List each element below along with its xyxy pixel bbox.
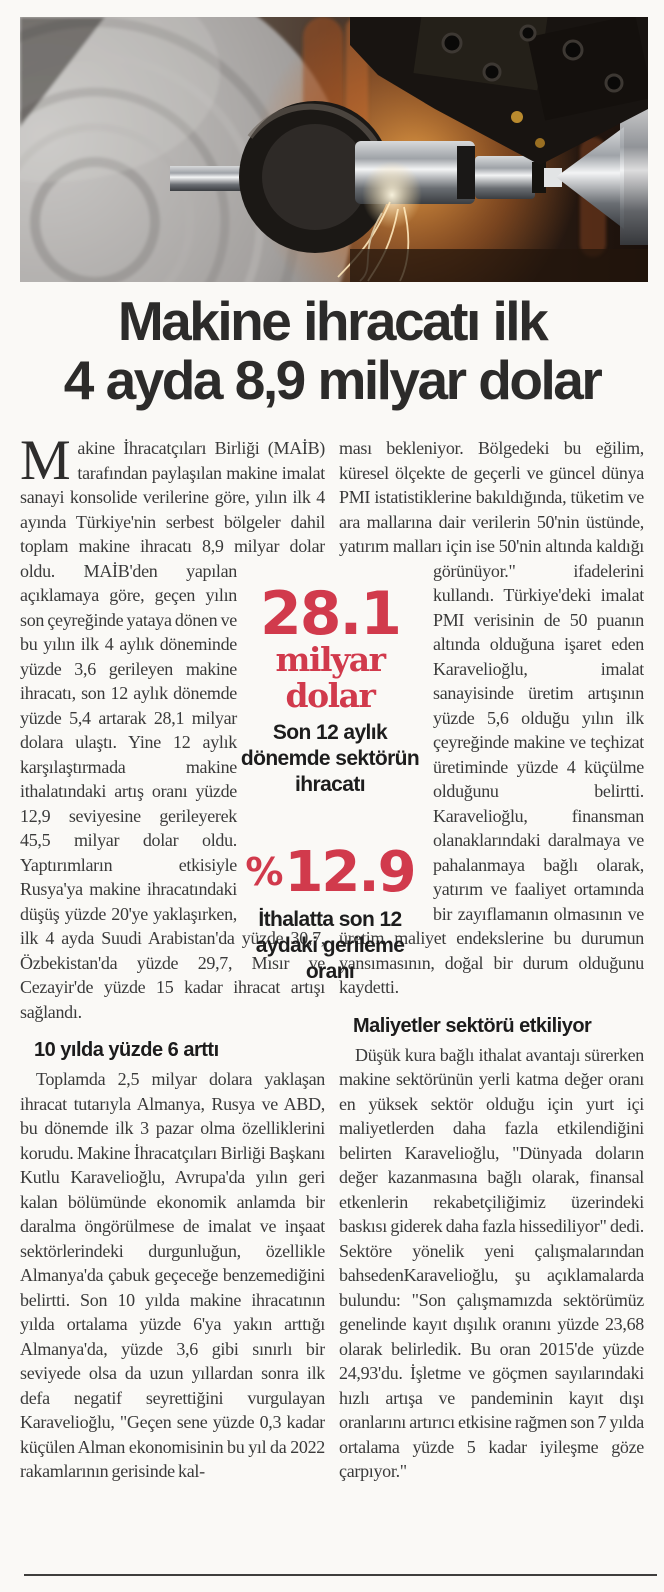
stat-1-value: 28.1 [259, 579, 401, 649]
right-text-narrow: ğı görünüyor." ifadelerini kullandı. Türkiye'deki imalat PMI verisinin de 50 puanın altında olduğuna işaret eden Karavelioğlu, imalat sanayisinde üretim artışının yüzde 5,6 olduğu yılın ilk çeyreğinde makine ve teçhizat üretiminde yüzde 4 küçülme olduğunu belirtti. Karavelioğlu, finansman olanaklarındaki daralmaya ve pahalanmaya bağlı olarak, yatırım ve [433, 536, 644, 899]
stats-callout [229, 579, 431, 985]
stat-1-label: Son 12 aylık dönemde sektörün ihracatı [240, 721, 420, 796]
right-text-rest: faaliyet ortamında bir zayıflamanın olmasının ve üretim maliyet endekslerine bu durumun yansımasının, doğal bir durum olduğunu kaydetti. [339, 879, 644, 997]
brass-fitting [511, 111, 523, 123]
drop-cap: M [20, 436, 71, 492]
stat-2 [229, 840, 431, 985]
stat-2-label: İthalatta son 12 aydaki gerileme oranı [255, 908, 405, 983]
percent-sign: % [245, 850, 283, 894]
headline-line-1: Makine ihracatı ilk [117, 290, 547, 352]
subhead-left: 10 yılda yüzde 6 arttı [34, 1039, 219, 1061]
bottom-rule [24, 1574, 657, 1576]
machining-photo-illustration [20, 17, 648, 282]
right-paragraph-2: Düşük kura bağlı ithalat avantajı sürerken makine sektörünün yerli katma değer oranı en yüksek sektör olduğu için yurt içi maliyetlerden daha fazla etkilendiğini belirten Karavelioğlu, "Dünyada doların değer kazanmasına bağlı olarak, finansal etkenlerin rekabetçiliğimiz üzerindeki baskısı giderek daha fazla hissediliyor" dedi. Sektöre yönelik yeni çalışmalarından bahsedenKaravelioğlu, şu açıklamalarda bulundu: "Son çalışmamızda sektörümüz genelinde kayıt dışılık oranını yüzde 23,68 olarak belirledik. Bu oran 2015'de yüzde 24,93'du. İşletme ve göçmen sayılarındaki hızlı artışa ve pandeminin kayıt dışı oranlarını artırıcı etkisine rağmen son 7 yılda ortalama yüzde 5 kadar iyileşme göze çarpıyor." [339, 1044, 644, 1481]
left-text-rest: kisiyle Rusya'ya makine ihracatındaki düşüş yüzde 20'ye yaklaşırken, ilk 4 ayda Suudi Arabistan'da yüzde 30,7, Özbekistan'da yüzde 29,7, Mısır ve Cezayir'de yüzde 15 kadar ihracat artışı sağlandı. [20, 854, 325, 1022]
stat-1-unit: milyar dolar [275, 640, 385, 715]
machining-photo [20, 17, 648, 282]
subhead-right: Maliyetler sektörü etkiliyor [353, 1014, 592, 1037]
stat-2-value [229, 840, 431, 905]
right-text-wide: ması bekleniyor. Bölgedeki bu eğilim, küresel ölçekte de geçerli ve güncel dünya PMI istatistiklerine bakıldığında, tüketim ve ara mallarına dair verilerin 50'nin üstünde, yatırım malları için ise 50'nin altında kaldı [339, 438, 644, 556]
stat-2-number: 12.9 [284, 840, 415, 905]
headline-line-2: 4 ayda 8,9 milyar dolar [63, 349, 601, 411]
photo-floor-shadow [350, 249, 648, 282]
brass-fitting [535, 138, 545, 148]
headline [0, 292, 664, 410]
left-paragraph-2: Toplamda 2,5 milyar dolara yaklaşan ihracat tutarıyla Almanya, Rusya ve ABD, bu dönemde ilk 3 pazar olma özelliklerini korudu. Makine İhracatçıları Birliği Başkanı Kutlu Karavelioğlu, Avrupa'da yılın geri kalan bölümünde ekonomik anlamda bir daralma öngörülmese de imalat ve inşaat sektörlerindeki durgunluğun, özellikle Almanya'da çabuk geçeceğe benzemediğini belirtti. Son 10 yılda makine ihracatının yılda ortalama yüzde 6'ya yakın arttığı Almanya'da, yüzde 3,6 gibi sınırlı bir seviyede olsa da uzun yıllardan sonra ilk defa negatif seyrettiğini vurgulayan Karavelioğlu, "Geçen sene yüzde 0,3 kadar küçülen Alman ekonomisinin bu yıl da 2022 rakamlarının gerisinde kal- [20, 1069, 325, 1481]
left-text-wide: akine İhracatçıları Birliği (MAİB) tarafından paylaşılan makine imalat sanayi konsolide verilerine göre, yılın ilk 4 ayında Türkiye'nin serbest bölgeler dahil toplam makine ihracatı 8,9 milyar dolar oldu. MAİB'den yapılan [20, 438, 325, 581]
left-text-narrow: açıklamaya göre, geçen yılın son çeyreğinde yataya dönen ve bu yılın ilk 4 aylık döneminde yüzde 3,6 gerileyen makine ihracatı, son 12 aylık dönemde yüzde 5,4 artarak 28,1 milyar dolara ulaştı. Yine 12 aylık karşılaştırmada makine ithalatındaki artış oranı yüzde 12,9 seviyesine gerileyerek 45,5 milyar dolar oldu. Yaptırımların et [20, 585, 237, 875]
